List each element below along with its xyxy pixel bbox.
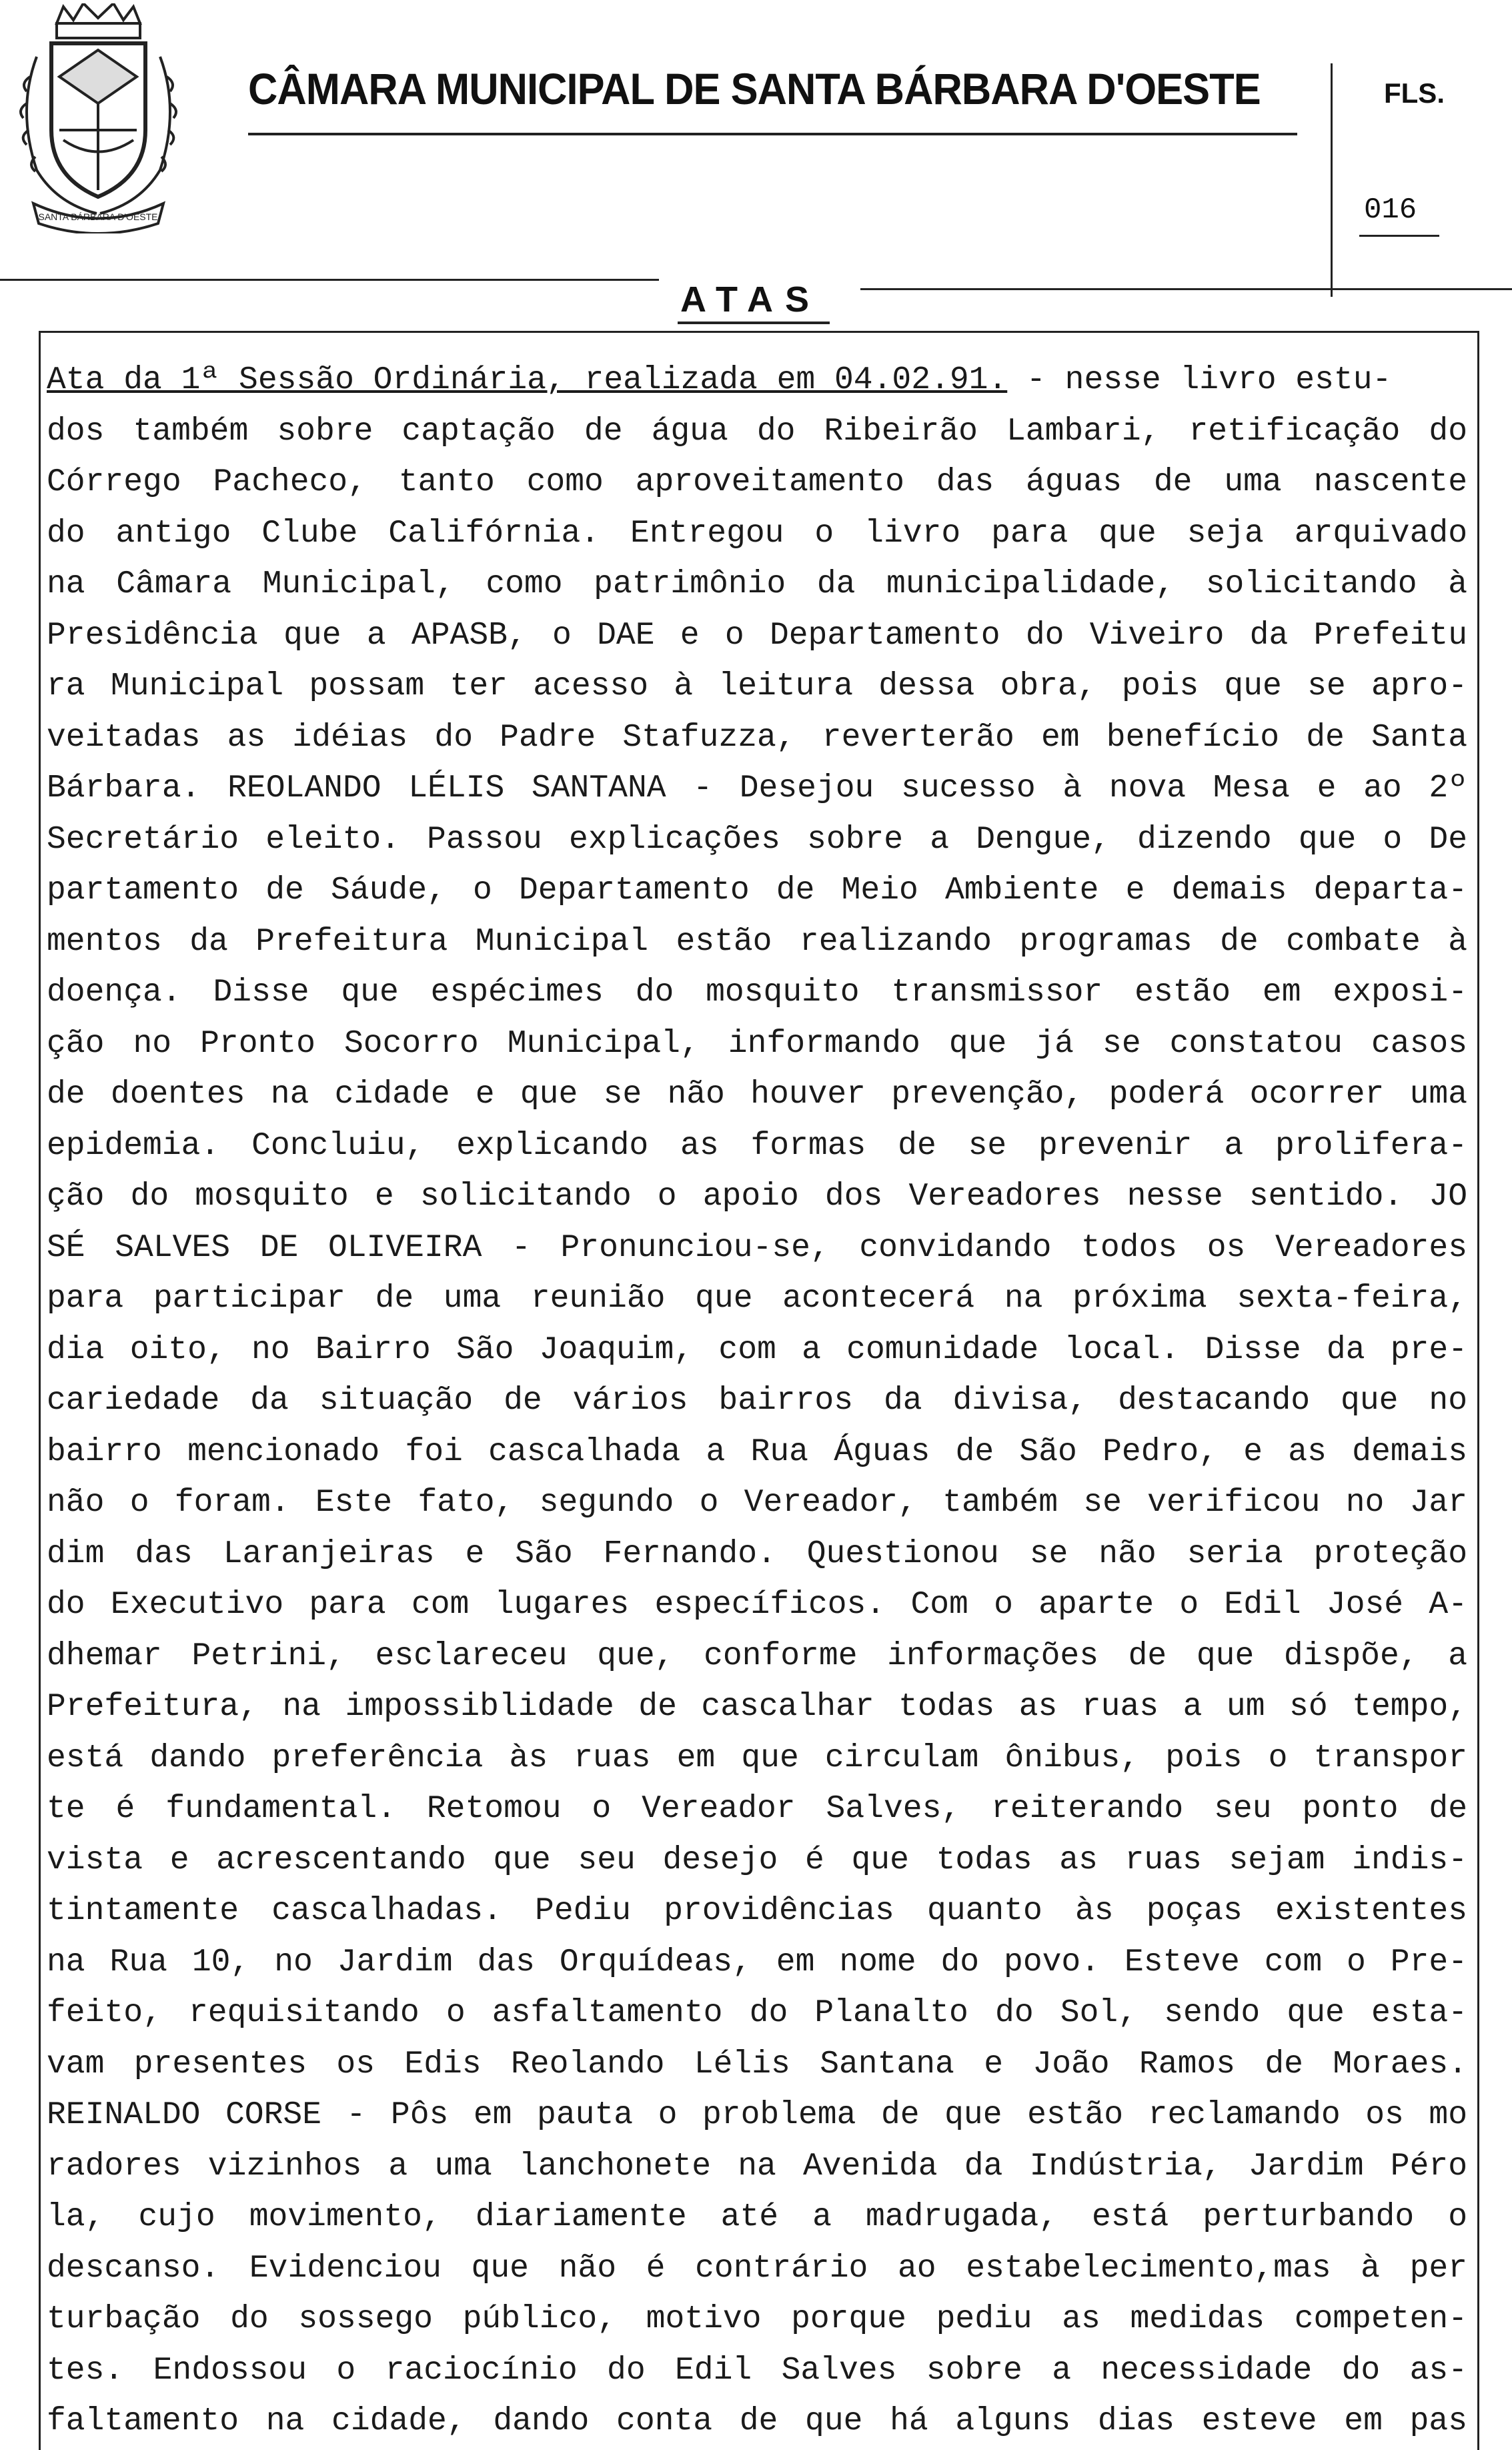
text-frame-top [39, 331, 1479, 333]
minutes-line: - nesse livro estu- [1007, 362, 1392, 398]
minutes-line: radores vizinhos a uma lanchonete na Avenida da Indústria, Jardim Péro [47, 2148, 1467, 2185]
minutes-line: feito, requisitando o asfaltamento do Planalto do Sol, sendo que esta- [47, 1995, 1467, 2031]
text-frame-right [1477, 331, 1479, 2450]
section-title-underline [678, 322, 830, 324]
minutes-heading: Ata da 1ª Sessão Ordinária, realizada em 04.02.91. [47, 362, 1008, 398]
minutes-line: Córrego Pacheco, tanto como aproveitamento das águas de uma nascente [47, 464, 1467, 500]
minutes-line: Prefeitura, na impossiblidade de cascalhar todas as ruas a um só tempo, [47, 1689, 1467, 1725]
page-number: 016 [1364, 193, 1417, 227]
minutes-line-first [47, 355, 1467, 406]
minutes-line: turbação do sossego público, motivo porque pediu as medidas competen- [47, 2301, 1467, 2337]
minutes-line: la, cujo movimento, diariamente até a madrugada, está perturbando o [47, 2199, 1467, 2235]
minutes-line: bairro mencionado foi cascalhada a Rua Águas de São Pedro, e as demais [47, 1433, 1467, 1470]
minutes-line: vam presentes os Edis Reolando Lélis Santana e João Ramos de Moraes. [47, 2046, 1467, 2082]
minutes-line: ção no Pronto Socorro Municipal, informando que já se constatou casos [47, 1025, 1467, 1062]
minutes-line: não o foram. Este fato, segundo o Vereador, também se verificou no Jar [47, 1485, 1467, 1521]
minutes-line: dos também sobre captação de água do Ribeirão Lambari, retificação do [47, 413, 1467, 450]
minutes-line: dhemar Petrini, esclareceu que, conforme informações de que dispõe, a [47, 1638, 1467, 1674]
institution-title: CÂMARA MUNICIPAL DE SANTA BÁRBARA D'OESTE [248, 64, 1261, 113]
minutes-line: veitadas as idéias do Padre Stafuzza, reverterão em benefício de Santa [47, 719, 1467, 756]
minutes-line: ra Municipal possam ter acesso à leitura dessa obra, pois que se apro- [47, 668, 1467, 704]
minutes-line: SÉ SALVES DE OLIVEIRA - Pronunciou-se, convidando todos os Vereadores [47, 1229, 1467, 1266]
minutes-line: na Rua 10, no Jardim das Orquídeas, em nome do povo. Esteve com o Pre- [47, 1944, 1467, 1980]
section-rule-right [860, 288, 1512, 290]
minutes-line: mentos da Prefeitura Municipal estão realizando programas de combate à [47, 923, 1467, 960]
minutes-line: vista e acrescentando que seu desejo é que todas as ruas sejam indis- [47, 1842, 1467, 1878]
minutes-line: tintamente cascalhadas. Pediu providências quanto às poças existentes [47, 1893, 1467, 1929]
section-rule-left [0, 279, 659, 281]
minutes-line: partamento de Sáude, o Departamento de Meio Ambiente e demais departa- [47, 872, 1467, 908]
minutes-text [47, 355, 1467, 2447]
minutes-line: do Executivo para com lugares específicos. Com o aparte o Edil José A- [47, 1587, 1467, 1623]
municipal-crest-logo [10, 3, 187, 233]
minutes-line: para participar de uma reunião que acontecerá na próxima sexta-feira, [47, 1281, 1467, 1317]
minutes-line: cariedade da situação de vários bairros da divisa, destacando que no [47, 1383, 1467, 1419]
header-divider [1331, 63, 1333, 297]
section-title: ATAS [680, 279, 821, 320]
minutes-line: Presidência que a APASB, o DAE e o Departamento do Viveiro da Prefeitu [47, 617, 1467, 654]
fls-label: FLS. [1384, 77, 1445, 109]
page-number-underline [1359, 235, 1439, 237]
minutes-line: doença. Disse que espécimes do mosquito transmissor estão em exposi- [47, 975, 1467, 1011]
crest-ribbon-text: SANTA BÁRBARA D'OESTE [38, 211, 158, 222]
minutes-line: descanso. Evidenciou que não é contrário ao estabelecimento,mas à per [47, 2250, 1467, 2287]
minutes-line: de doentes na cidade e que se não houver prevenção, poderá ocorrer uma [47, 1077, 1467, 1113]
minutes-line: Bárbara. REOLANDO LÉLIS SANTANA - Desejou sucesso à nova Mesa e ao 2º [47, 770, 1467, 806]
minutes-line: dia oito, no Bairro São Joaquim, com a comunidade local. Disse da pre- [47, 1331, 1467, 1368]
minutes-line: REINALDO CORSE - Pôs em pauta o problema de que estão reclamando os mo [47, 2097, 1467, 2133]
minutes-line: do antigo Clube Califórnia. Entregou o livro para que seja arquivado [47, 515, 1467, 552]
minutes-line: tes. Endossou o raciocínio do Edil Salves sobre a necessidade do as- [47, 2352, 1467, 2389]
minutes-line: faltamento na cidade, dando conta de que há alguns dias esteve em pas [47, 2403, 1467, 2439]
minutes-line: Secretário eleito. Passou explicações sobre a Dengue, dizendo que o De [47, 821, 1467, 858]
text-frame-left [39, 331, 41, 2450]
minutes-line: dim das Laranjeiras e São Fernando. Questionou se não seria proteção [47, 1536, 1467, 1572]
minutes-line: ção do mosquito e solicitando o apoio dos Vereadores nesse sentido. JO [47, 1179, 1467, 1215]
header-rule [248, 133, 1297, 135]
minutes-line: te é fundamental. Retomou o Vereador Salves, reiterando seu ponto de [47, 1791, 1467, 1827]
minutes-line: está dando preferência às ruas em que circulam ônibus, pois o transpor [47, 1740, 1467, 1776]
minutes-line: na Câmara Municipal, como patrimônio da municipalidade, solicitando à [47, 566, 1467, 602]
minutes-line: epidemia. Concluiu, explicando as formas de se prevenir a prolifera- [47, 1127, 1467, 1164]
